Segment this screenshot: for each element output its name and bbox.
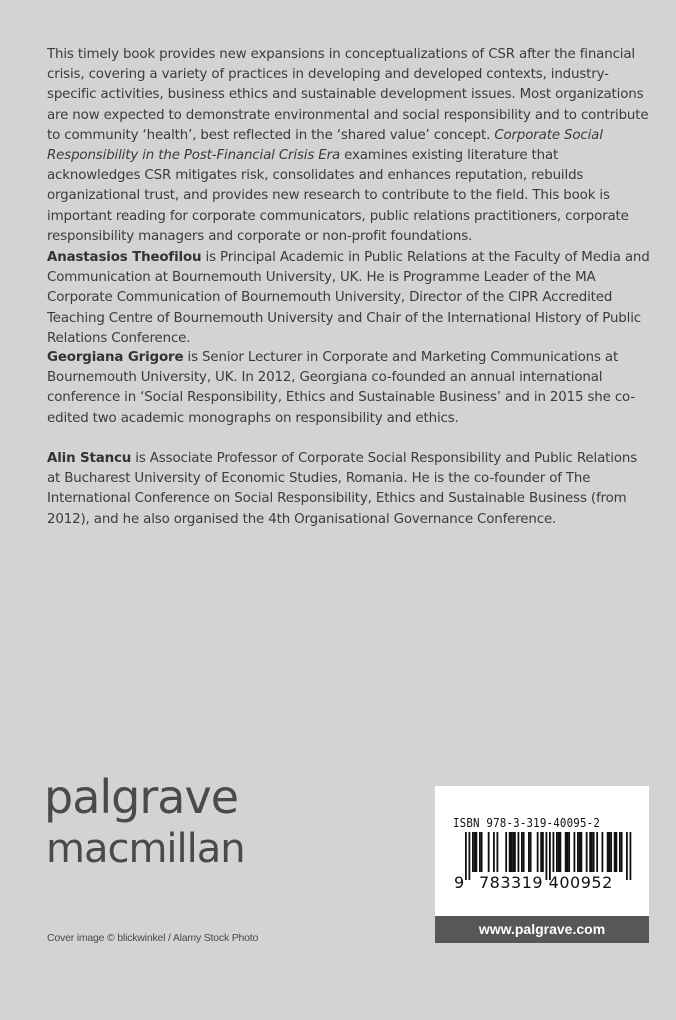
barcode-bar [493,832,495,872]
barcode-bar [614,832,616,872]
barcode-panel [435,786,649,943]
barcode-bar [514,832,516,872]
barcode-bar [540,832,542,872]
barcode-bar [528,832,530,872]
isbn-label: ISBN 978-3-319-40095-2 [453,816,601,830]
barcode-bar [474,832,476,872]
barcode-bar [616,832,618,872]
barcode-bar [586,832,588,872]
barcode-bar [602,832,604,872]
barcode-bar [505,832,507,872]
author-bio-text: is Associate Professor of Corporate Social Responsibility and Public Relations at Bucharest University of Economic Studies, Romania. He is the co-founder of The International Conference on Social Responsibility, Ethics and Sustainable Business (from 2012), and he also organised the 4th Organisational Governance Conference. [47,451,638,527]
barcode-bar [472,832,474,872]
author-bio [47,348,653,429]
barcode-bar [553,832,555,872]
barcode-bar [607,832,609,872]
barcode-bar [537,832,539,872]
barcode-bar [542,832,544,872]
barcode-bar [523,832,525,872]
barcode-bar [488,832,490,872]
barcode-bar [621,832,623,872]
barcode-bar [521,832,523,872]
intro-text: This timely book provides new expansions in conceptualizations of CSR after the financial crisis, covering a variety of practices in developing and developed contexts, industry-specific activities, business ethics and sustainable development issues. Most organizations are now expected to demonstrate environmental and social responsibility and to contribute to community ‘health’, best reflected in the ‘shared value’ concept. [47,47,649,143]
barcode-bar [581,832,583,872]
author-name: Georgiana Grigore [47,350,184,365]
publisher-logo-palgrave: palgrave [44,770,238,824]
barcode-bar [465,832,467,880]
publisher-url: www.palgrave.com [435,916,649,943]
author-bio [47,449,653,530]
barcode-bar [626,832,628,880]
barcode-bar [558,832,560,872]
barcode-bar [596,832,598,872]
barcode-bar [619,832,621,872]
barcode-bar [511,832,513,872]
ean-digits: 783319 400952 [479,873,613,892]
barcode-bar [565,832,567,872]
author-name: Anastasios Theofilou [47,250,202,265]
barcode-bar [589,832,591,872]
barcode-bar [610,832,612,872]
barcode-bar [556,832,558,872]
barcode-bar [593,832,595,872]
barcode-bar [591,832,593,872]
barcode-bar [579,832,581,872]
cover-credit: Cover image © blickwinkel / Alamy Stock Photo [47,932,259,944]
barcode-bar [479,832,481,872]
blurb-intro [47,45,653,247]
barcode-bar [568,832,570,872]
book-title: Corporate Social Responsibility in the Post-Financial Crisis Era [47,127,603,164]
barcode-bar [574,832,576,872]
barcode-bar [567,832,569,872]
barcode-bar [481,832,483,872]
intro-text-cont: examines existing literature that acknowledges CSR mitigates risk, consolidates and enhances reputation, rebuilds organizational trust, and provides new research to contribute to the field. This book is important reading for corporate communicators, public relations practitioners, corporate responsibility managers and corporate or non-profit foundations. [47,148,629,244]
author-name: Alin Stancu [47,451,132,466]
barcode-bar [577,832,579,872]
barcode-bar [630,832,632,880]
barcode-bar [530,832,532,872]
barcode-bar [469,832,471,880]
barcode-bar [518,832,520,872]
author-bio-text: is Principal Academic in Public Relations at the Faculty of Media and Communication at Bournemouth University, UK. He is Programme Leader of the MA Corporate Communication of Bournemouth University, Director of the CIPR Accredited Teaching Centre of Bournemouth University and Chair of the International History of Public Relations Conference. [47,250,650,346]
author-bio-text: is Senior Lecturer in Corporate and Marketing Communications at Bournemouth University, UK. In 2012, Georgiana co-founded an annual international conference in ‘Social Responsibility, Ethics and Sustainable Business’ and in 2015 she co-edited two academic monographs on responsibility and ethics. [47,350,636,426]
barcode-bar [476,832,478,872]
ean-first-digit: 9 [454,873,465,892]
barcode-bar [609,832,611,872]
author-bio [47,248,653,349]
barcode-bar [497,832,499,872]
publisher-logo-macmillan: macmillan [46,826,245,872]
barcode-bar [560,832,562,872]
barcode-bar [509,832,511,872]
barcode-bar [512,832,514,872]
